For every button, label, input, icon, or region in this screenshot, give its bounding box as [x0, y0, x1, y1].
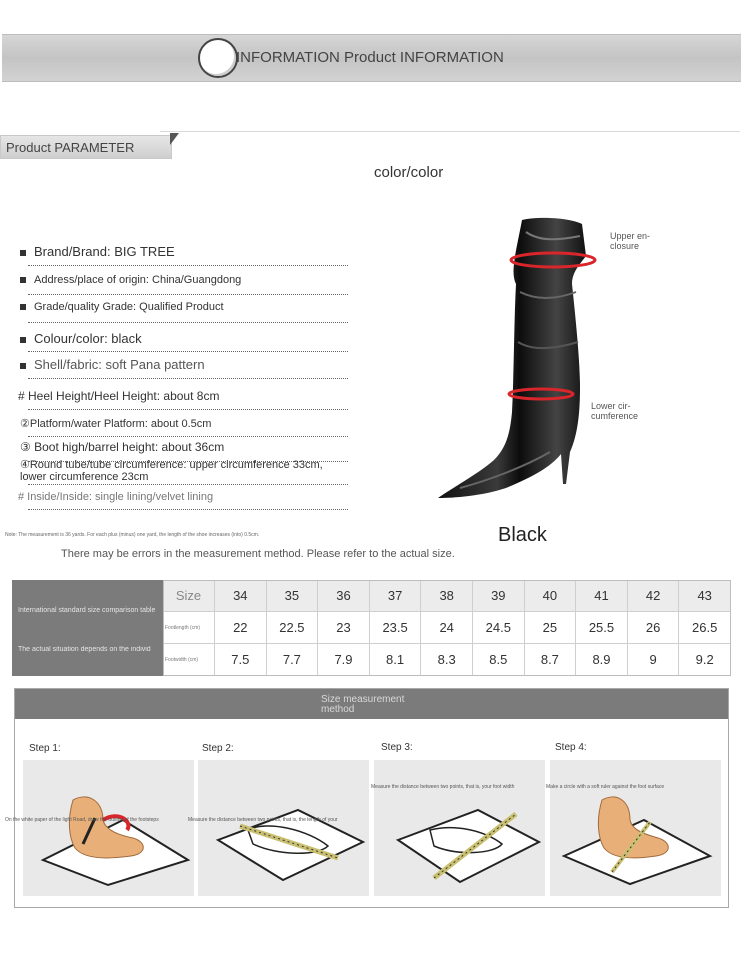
color-title: color/color	[374, 164, 444, 181]
step-caption: Measure the distance between two points, that is, the length of your	[188, 817, 338, 823]
param-row	[20, 244, 350, 259]
ruler-width-icon	[374, 760, 545, 896]
step-caption: On the white paper of the light Road, draw the outline of the footsteps	[5, 817, 159, 823]
ruler-length-icon	[198, 760, 369, 896]
param-row	[20, 417, 350, 430]
param-text: ④Round tube/tube circumference: upper circumference 33cm, lower circumference 23cm	[20, 459, 323, 483]
bullet-icon	[20, 277, 26, 283]
param-row	[20, 357, 350, 372]
lower-circumference-label: Lower cir-cumference	[591, 401, 639, 421]
step-label: Step 4:	[555, 742, 587, 753]
dotted-divider	[28, 378, 348, 379]
size-table-cell: 24	[421, 612, 473, 644]
size-table-cell: 8.7	[525, 644, 577, 676]
dotted-divider	[28, 484, 348, 485]
size-table-cell: 9	[628, 644, 680, 676]
param-text: Brand/Brand: BIG TREE	[34, 244, 175, 259]
step-label: Step 1:	[29, 743, 61, 754]
size-table-row-label: Footwidth (cm)	[163, 644, 215, 676]
size-table-row-label: Footlength (cm)	[163, 612, 215, 644]
param-text: Shell/fabric: soft Pana pattern	[34, 357, 205, 372]
size-header-cell: 37	[370, 580, 422, 612]
size-table-row-label: Size	[163, 580, 215, 612]
tab-corner-icon	[170, 133, 179, 145]
bullet-icon	[20, 363, 26, 369]
size-header-cell: 43	[679, 580, 731, 612]
size-table-cell: 8.9	[576, 644, 628, 676]
color-name: Black	[498, 524, 547, 546]
param-tab-label: Product PARAMETER	[6, 140, 135, 155]
size-header-cell: 39	[473, 580, 525, 612]
param-text: Address/place of origin: China/Guangdong	[34, 274, 242, 286]
size-table-cell: 8.5	[473, 644, 525, 676]
size-header-cell: 35	[267, 580, 319, 612]
size-table-cell: 22.5	[267, 612, 319, 644]
param-row	[20, 274, 350, 286]
size-table-frame	[163, 580, 731, 676]
size-header-cell: 41	[576, 580, 628, 612]
measurement-title: Size measurement method	[321, 694, 405, 715]
size-header-cell: 34	[215, 580, 267, 612]
step-label: Step 3:	[381, 742, 413, 753]
dotted-divider	[28, 351, 348, 352]
size-table-cell: 8.1	[370, 644, 422, 676]
size-table-cell: 7.5	[215, 644, 267, 676]
bullet-icon	[20, 337, 26, 343]
foot-circumference-icon	[550, 760, 721, 896]
param-text: ②Platform/water Platform: about 0.5cm	[20, 418, 212, 430]
size-table-note: The actual situation depends on the individ	[18, 646, 151, 653]
param-text: Grade/quality Grade: Qualified Product	[34, 301, 224, 313]
param-row	[20, 331, 350, 346]
size-table-side	[12, 580, 163, 676]
param-row	[18, 389, 348, 403]
param-text: ③ Boot high/barrel height: about 36cm	[20, 440, 225, 454]
size-table-cell: 24.5	[473, 612, 525, 644]
step-image	[198, 760, 369, 896]
dotted-divider	[28, 322, 348, 323]
foot-outline-icon	[23, 760, 194, 896]
size-table-cell: 23.5	[370, 612, 422, 644]
size-table-cell: 26	[628, 612, 680, 644]
param-row	[20, 301, 350, 313]
size-table-cell: 9.2	[679, 644, 731, 676]
measurement-note: Note: The measurement is 36 yards. For each plus (minus) one yard, the length of the shoe increases (into) 0.5cm.	[5, 532, 260, 538]
dotted-divider	[28, 265, 348, 266]
size-header-cell: 42	[628, 580, 680, 612]
step-caption: Measure the distance between two points, that is, your foot width	[371, 784, 515, 790]
step-image	[23, 760, 194, 896]
size-header-cell: 40	[525, 580, 577, 612]
upper-enclosure-label: Upper en-closure	[610, 231, 651, 251]
banner-circle-icon	[198, 38, 238, 78]
dotted-divider	[28, 294, 348, 295]
step-caption: Make a circle with a soft ruler against the foot surface	[546, 784, 665, 790]
param-text: # Inside/Inside: single lining/velvet lining	[18, 491, 214, 503]
param-row	[20, 440, 350, 454]
size-table-cell: 25.5	[576, 612, 628, 644]
banner-title: INFORMATION Product INFORMATION	[236, 49, 504, 66]
param-text: # Heel Height/Heel Height: about 8cm	[18, 389, 220, 403]
size-table-title: International standard size comparison table	[18, 607, 156, 614]
error-note: There may be errors in the measurement method. Please refer to the actual size.	[61, 548, 455, 560]
dotted-divider	[28, 409, 348, 410]
dotted-divider	[28, 509, 348, 510]
size-table-cell: 26.5	[679, 612, 731, 644]
param-text: Colour/color: black	[34, 331, 142, 346]
size-table-cell: 25	[525, 612, 577, 644]
size-header-cell: 36	[318, 580, 370, 612]
size-table-cell: 8.3	[421, 644, 473, 676]
step-image	[374, 760, 545, 896]
size-table-cell: 23	[318, 612, 370, 644]
bullet-icon	[20, 250, 26, 256]
boot-image	[430, 212, 610, 504]
size-header-cell: 38	[421, 580, 473, 612]
step-label: Step 2:	[202, 743, 234, 754]
param-row	[18, 491, 348, 503]
step-image	[550, 760, 721, 896]
size-table-cell: 7.9	[318, 644, 370, 676]
divider	[160, 131, 740, 132]
param-row	[20, 459, 335, 483]
size-table-cell: 22	[215, 612, 267, 644]
bullet-icon	[20, 304, 26, 310]
size-table-cell: 7.7	[267, 644, 319, 676]
dotted-divider	[28, 436, 348, 437]
